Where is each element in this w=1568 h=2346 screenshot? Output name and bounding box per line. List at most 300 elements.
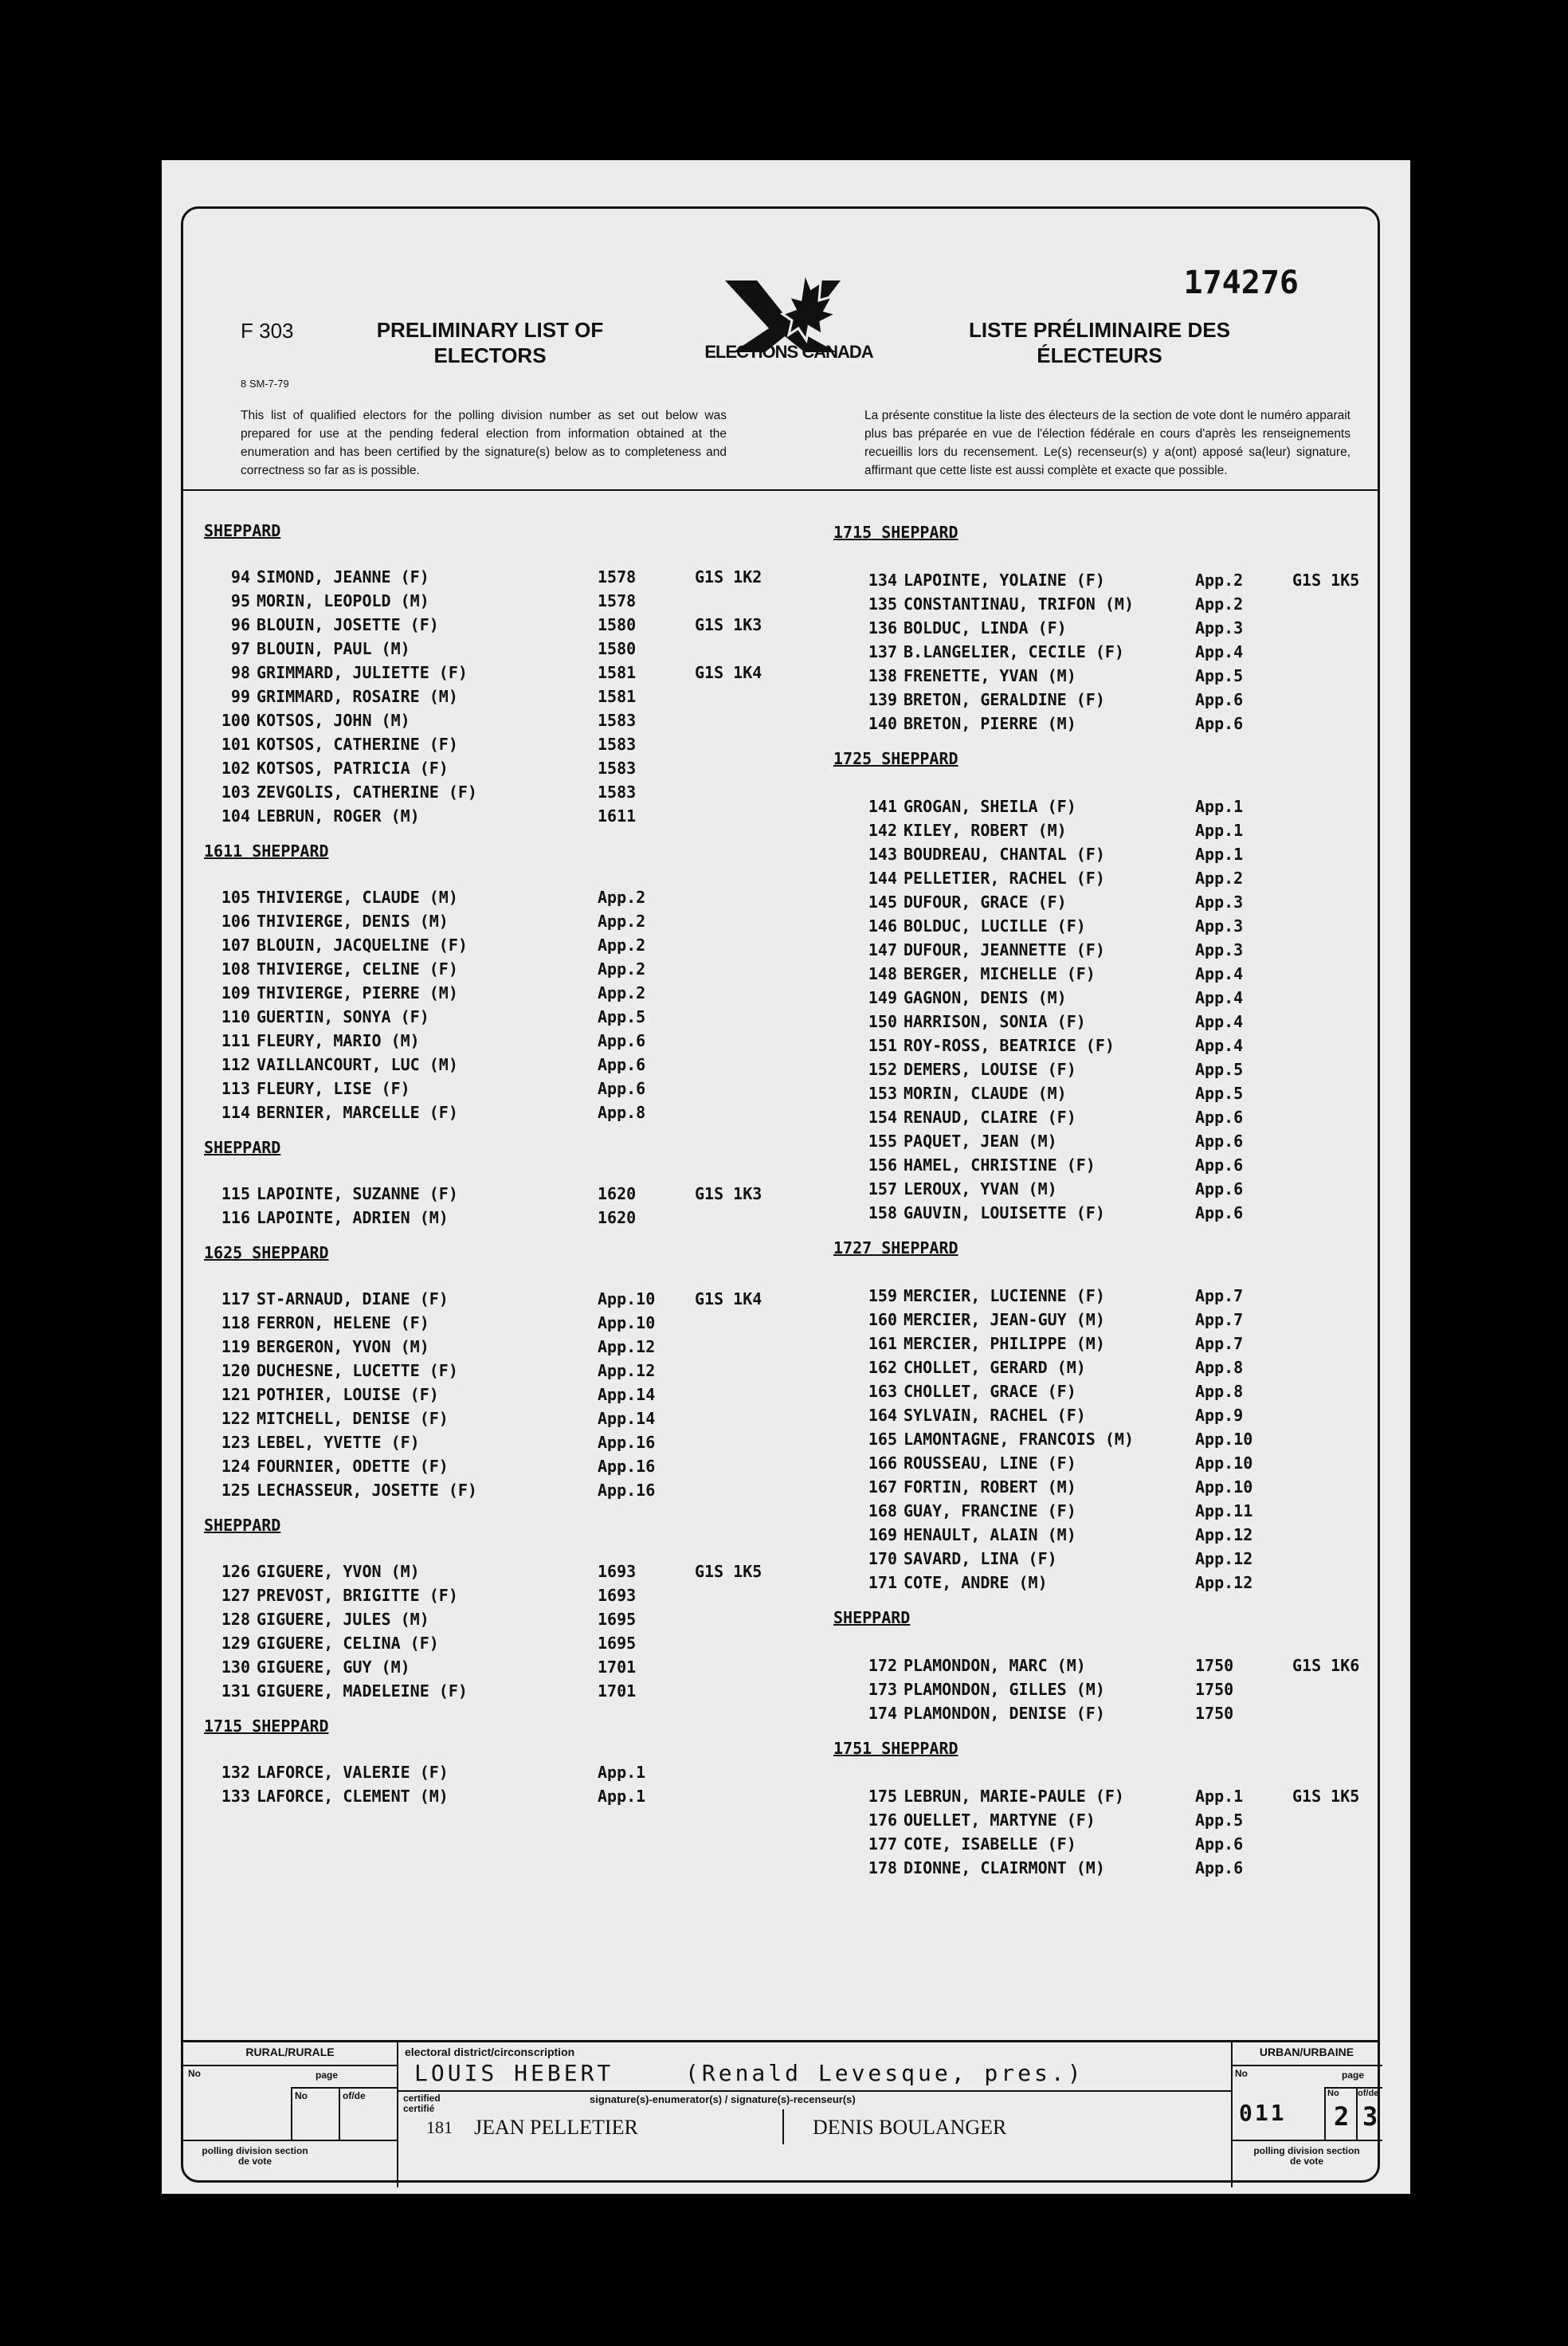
elector-address: App.6 bbox=[1195, 714, 1244, 733]
elector-number: 111 bbox=[221, 1031, 250, 1050]
urban-no-label: No bbox=[1235, 2068, 1248, 2079]
footer-section bbox=[183, 2040, 1378, 2187]
elector-number: 106 bbox=[221, 912, 250, 931]
elector-address: App.14 bbox=[598, 1409, 656, 1428]
elector-postal-code: G1S 1K3 bbox=[695, 615, 762, 634]
logo-text: ELECTIONS CANADA bbox=[704, 342, 873, 362]
rural-right-border bbox=[397, 2042, 398, 2187]
elector-name: BERNIER, MARCELLE (F) bbox=[257, 1103, 458, 1122]
elector-number: 97 bbox=[230, 639, 250, 658]
page-total: 3 bbox=[1362, 2101, 1378, 2132]
elector-name: LAPOINTE, SUZANNE (F) bbox=[257, 1184, 458, 1203]
rural-bottom-line bbox=[183, 2140, 397, 2141]
certified-label: certified certifié bbox=[403, 2093, 441, 2114]
elector-address: 1583 bbox=[598, 711, 637, 730]
form-code: F 303 bbox=[241, 319, 294, 343]
street-heading-text: 1625 SHEPPARD bbox=[204, 1243, 329, 1262]
elector-address: App.8 bbox=[1195, 1382, 1244, 1401]
elector-address: App.12 bbox=[1195, 1549, 1253, 1568]
elector-number: 146 bbox=[868, 916, 897, 936]
elector-number: 143 bbox=[868, 845, 897, 864]
elector-name: LAPOINTE, ADRIEN (M) bbox=[257, 1208, 449, 1227]
street-heading-text: SHEPPARD bbox=[204, 1138, 281, 1157]
district-divider bbox=[397, 2090, 1231, 2092]
form-code-sub: 8 SM-7-79 bbox=[241, 378, 289, 390]
elector-name: MORIN, LEOPOLD (M) bbox=[257, 591, 429, 610]
elector-name: COTE, ANDRE (M) bbox=[904, 1573, 1048, 1592]
elector-number: 131 bbox=[221, 1681, 250, 1701]
elector-address: App.16 bbox=[598, 1457, 656, 1476]
elector-name: MITCHELL, DENISE (F) bbox=[257, 1409, 449, 1428]
elector-number: 116 bbox=[221, 1208, 250, 1227]
elector-number: 124 bbox=[221, 1457, 250, 1476]
elector-name: PLAMONDON, GILLES (M) bbox=[904, 1680, 1105, 1699]
elector-number: 112 bbox=[221, 1055, 250, 1074]
elector-name: RENAUD, CLAIRE (F) bbox=[904, 1108, 1076, 1127]
elector-name: FLEURY, MARIO (M) bbox=[257, 1031, 420, 1050]
street-heading-text: 1611 SHEPPARD bbox=[204, 842, 329, 861]
elector-name: GIGUERE, GUY (M) bbox=[257, 1658, 410, 1677]
elector-address: 1701 bbox=[598, 1681, 637, 1701]
elector-number: 155 bbox=[868, 1132, 897, 1151]
elector-address: App.1 bbox=[1195, 797, 1244, 816]
elector-name: GROGAN, SHEILA (F) bbox=[904, 797, 1076, 816]
elector-address: 1611 bbox=[598, 806, 637, 826]
elector-name: DUFOUR, JEANNETTE (F) bbox=[904, 940, 1105, 959]
elector-number: 118 bbox=[221, 1313, 250, 1332]
elector-address: App.16 bbox=[598, 1481, 656, 1500]
elector-name: LAFORCE, VALERIE (F) bbox=[257, 1763, 449, 1782]
elections-canada-logo-icon bbox=[709, 265, 868, 392]
elector-number: 135 bbox=[868, 594, 897, 614]
elector-number: 130 bbox=[221, 1658, 250, 1677]
elector-address: App.6 bbox=[1195, 690, 1244, 709]
elector-address: App.6 bbox=[598, 1055, 646, 1074]
elector-name: LEBRUN, MARIE-PAULE (F) bbox=[904, 1787, 1124, 1806]
elector-name: THIVIERGE, CELINE (F) bbox=[257, 959, 458, 979]
elector-address: 1693 bbox=[598, 1562, 637, 1581]
elector-name: MERCIER, LUCIENNE (F) bbox=[904, 1286, 1105, 1305]
elector-address: 1581 bbox=[598, 687, 637, 706]
street-heading-text: SHEPPARD bbox=[833, 1608, 911, 1627]
elector-number: 101 bbox=[221, 735, 250, 754]
elector-name: LAFORCE, CLEMENT (M) bbox=[257, 1787, 449, 1806]
elector-address: App.11 bbox=[1195, 1501, 1253, 1520]
elector-address: 1695 bbox=[598, 1634, 637, 1653]
elector-address: 1620 bbox=[598, 1184, 637, 1203]
elector-address: App.5 bbox=[1195, 1060, 1244, 1079]
elector-number: 150 bbox=[868, 1012, 897, 1031]
elector-address: App.6 bbox=[1195, 1858, 1244, 1877]
elector-name: ST-ARNAUD, DIANE (F) bbox=[257, 1289, 449, 1308]
elector-address: App.2 bbox=[598, 912, 646, 931]
elector-number: 158 bbox=[868, 1203, 897, 1222]
elector-name: GUERTIN, SONYA (F) bbox=[257, 1007, 429, 1026]
urban-of-label: of/de bbox=[1358, 2089, 1379, 2098]
elector-postal-code: G1S 1K4 bbox=[695, 663, 762, 682]
elector-number: 168 bbox=[868, 1501, 897, 1520]
elector-name: DUFOUR, GRACE (F) bbox=[904, 892, 1067, 912]
rural-page-label: page bbox=[315, 2069, 338, 2081]
rural-label: RURAL/RURALE bbox=[245, 2046, 335, 2058]
elector-postal-code: G1S 1K5 bbox=[1292, 571, 1360, 590]
rural-divider bbox=[183, 2065, 397, 2066]
enumerator-2-signature: DENIS BOULANGER bbox=[813, 2116, 1007, 2139]
title-english: PRELIMINARY LIST OF ELECTORS bbox=[376, 318, 604, 367]
district-note: (Renald Levesque, pres.) bbox=[685, 2060, 1084, 2086]
elector-number: 94 bbox=[230, 567, 250, 586]
elector-postal-code: G1S 1K4 bbox=[695, 1289, 762, 1308]
elector-number: 129 bbox=[221, 1634, 250, 1653]
rural-split-line bbox=[291, 2087, 292, 2140]
elector-number: 141 bbox=[868, 797, 897, 816]
district-value: LOUIS HEBERT bbox=[414, 2060, 614, 2086]
elector-number: 119 bbox=[221, 1337, 250, 1356]
elector-name: GRIMMARD, JULIETTE (F) bbox=[257, 663, 468, 682]
elector-name: DIONNE, CLAIRMONT (M) bbox=[904, 1858, 1105, 1877]
elector-address: App.1 bbox=[1195, 845, 1244, 864]
elector-number: 102 bbox=[221, 759, 250, 778]
elector-address: App.9 bbox=[1195, 1406, 1244, 1425]
elector-name: HAMEL, CHRISTINE (F) bbox=[904, 1155, 1096, 1175]
elector-number: 161 bbox=[868, 1334, 897, 1353]
elector-number: 145 bbox=[868, 892, 897, 912]
elector-name: DEMERS, LOUISE (F) bbox=[904, 1060, 1076, 1079]
elector-name: SAVARD, LINA (F) bbox=[904, 1549, 1057, 1568]
elector-name: BOUDREAU, CHANTAL (F) bbox=[904, 845, 1105, 864]
elector-name: B.LANGELIER, CECILE (F) bbox=[904, 642, 1124, 661]
elector-name: KOTSOS, CATHERINE (F) bbox=[257, 735, 458, 754]
elector-name: GIGUERE, CELINA (F) bbox=[257, 1634, 439, 1653]
elector-postal-code: G1S 1K5 bbox=[695, 1562, 762, 1581]
elector-number: 167 bbox=[868, 1477, 897, 1497]
elector-name: POTHIER, LOUISE (F) bbox=[257, 1385, 439, 1404]
elector-address: 1750 bbox=[1195, 1680, 1234, 1699]
elector-number: 133 bbox=[221, 1787, 250, 1806]
elector-address: App.10 bbox=[1195, 1454, 1253, 1473]
elector-address: App.14 bbox=[598, 1385, 656, 1404]
elector-address: App.4 bbox=[1195, 642, 1244, 661]
elector-name: MERCIER, JEAN-GUY (M) bbox=[904, 1310, 1105, 1329]
elector-postal-code: G1S 1K6 bbox=[1292, 1656, 1360, 1675]
elector-address: App.4 bbox=[1195, 1012, 1244, 1031]
elector-address: App.12 bbox=[598, 1361, 656, 1380]
elector-address: 1580 bbox=[598, 615, 637, 634]
elector-name: PELLETIER, RACHEL (F) bbox=[904, 869, 1105, 888]
elector-address: App.10 bbox=[1195, 1430, 1253, 1449]
elector-name: LAPOINTE, YOLAINE (F) bbox=[904, 571, 1105, 590]
elector-name: PLAMONDON, DENISE (F) bbox=[904, 1704, 1105, 1723]
serial-number: 174276 bbox=[1183, 265, 1299, 301]
street-heading-text: 1725 SHEPPARD bbox=[833, 749, 958, 768]
district-label: electoral district/circonscription bbox=[405, 2046, 575, 2058]
elector-number: 152 bbox=[868, 1060, 897, 1079]
rural-page-no-label: No bbox=[295, 2090, 308, 2101]
elector-name: BOLDUC, LINDA (F) bbox=[904, 618, 1067, 638]
elector-number: 109 bbox=[221, 983, 250, 1002]
elector-number: 162 bbox=[868, 1358, 897, 1377]
elector-name: ZEVGOLIS, CATHERINE (F) bbox=[257, 783, 477, 802]
signature-label: signature(s)-enumerator(s) / signature(s)-recenseur(s) bbox=[590, 2093, 856, 2105]
elector-address: App.5 bbox=[1195, 1084, 1244, 1103]
signature-split-line bbox=[782, 2109, 784, 2144]
elector-address: 1578 bbox=[598, 591, 637, 610]
elector-number: 136 bbox=[868, 618, 897, 638]
elector-name: KILEY, ROBERT (M) bbox=[904, 821, 1067, 840]
elector-number: 132 bbox=[221, 1763, 250, 1782]
elector-address: 1578 bbox=[598, 567, 637, 586]
elector-address: App.12 bbox=[1195, 1573, 1253, 1592]
elector-number: 95 bbox=[230, 591, 250, 610]
elector-name: LECHASSEUR, JOSETTE (F) bbox=[257, 1481, 477, 1500]
urban-page-label: page bbox=[1341, 2069, 1364, 2081]
elector-name: KOTSOS, JOHN (M) bbox=[257, 711, 410, 730]
urban-label: URBAN/URBAINE bbox=[1259, 2046, 1354, 2058]
elector-address: App.7 bbox=[1195, 1334, 1244, 1353]
rural-of-label: of/de bbox=[343, 2090, 366, 2101]
street-heading-text: SHEPPARD bbox=[204, 521, 281, 540]
title-french: LISTE PRÉLIMINAIRE DES ÉLECTEURS bbox=[969, 318, 1230, 367]
urban-divider bbox=[1231, 2065, 1382, 2066]
elector-name: HARRISON, SONIA (F) bbox=[904, 1012, 1086, 1031]
elector-name: THIVIERGE, PIERRE (M) bbox=[257, 983, 458, 1002]
elector-name: FERRON, HELENE (F) bbox=[257, 1313, 429, 1332]
elector-address: 1695 bbox=[598, 1610, 637, 1629]
elector-name: KOTSOS, PATRICIA (F) bbox=[257, 759, 449, 778]
elector-number: 151 bbox=[868, 1036, 897, 1055]
enumerator-1-signature: JEAN PELLETIER bbox=[474, 2116, 638, 2139]
elector-name: ROUSSEAU, LINE (F) bbox=[904, 1454, 1076, 1473]
elector-name: MERCIER, PHILIPPE (M) bbox=[904, 1334, 1105, 1353]
elector-address: App.5 bbox=[1195, 1810, 1244, 1830]
elector-number: 127 bbox=[221, 1586, 250, 1605]
elector-number: 164 bbox=[868, 1406, 897, 1425]
elector-address: App.7 bbox=[1195, 1286, 1244, 1305]
elector-number: 120 bbox=[221, 1361, 250, 1380]
elector-name: THIVIERGE, DENIS (M) bbox=[257, 912, 449, 931]
elector-number: 142 bbox=[868, 821, 897, 840]
elector-number: 148 bbox=[868, 964, 897, 983]
elector-name: ROY-ROSS, BEATRICE (F) bbox=[904, 1036, 1115, 1055]
elector-name: VAILLANCOURT, LUC (M) bbox=[257, 1055, 458, 1074]
elector-name: BLOUIN, JOSETTE (F) bbox=[257, 615, 439, 634]
elector-number: 125 bbox=[221, 1481, 250, 1500]
elector-number: 104 bbox=[221, 806, 250, 826]
elector-address: App.10 bbox=[598, 1289, 656, 1308]
elector-name: GAGNON, DENIS (M) bbox=[904, 988, 1067, 1007]
elector-name: PAQUET, JEAN (M) bbox=[904, 1132, 1057, 1151]
elector-name: FRENETTE, YVAN (M) bbox=[904, 666, 1076, 685]
elector-address: App.4 bbox=[1195, 964, 1244, 983]
elector-name: BRETON, PIERRE (M) bbox=[904, 714, 1076, 733]
elector-name: GIGUERE, JULES (M) bbox=[257, 1610, 429, 1629]
elector-address: App.6 bbox=[1195, 1179, 1244, 1198]
rural-page-split-line bbox=[339, 2087, 340, 2140]
elector-address: 1701 bbox=[598, 1658, 637, 1677]
elector-number: 144 bbox=[868, 869, 897, 888]
elector-name: GIGUERE, YVON (M) bbox=[257, 1562, 420, 1581]
elector-number: 174 bbox=[868, 1704, 897, 1723]
elector-address: 1583 bbox=[598, 759, 637, 778]
elector-number: 100 bbox=[221, 711, 250, 730]
elector-number: 166 bbox=[868, 1454, 897, 1473]
elector-address: App.12 bbox=[598, 1337, 656, 1356]
elector-address: App.12 bbox=[1195, 1525, 1253, 1544]
elector-number: 117 bbox=[221, 1289, 250, 1308]
elector-number: 105 bbox=[221, 888, 250, 907]
urban-split-line bbox=[1324, 2087, 1326, 2140]
elector-name: SYLVAIN, RACHEL (F) bbox=[904, 1406, 1086, 1425]
elector-number: 140 bbox=[868, 714, 897, 733]
elector-number: 115 bbox=[221, 1184, 250, 1203]
elector-name: THIVIERGE, CLAUDE (M) bbox=[257, 888, 458, 907]
elector-number: 159 bbox=[868, 1286, 897, 1305]
elector-number: 154 bbox=[868, 1108, 897, 1127]
elector-address: App.1 bbox=[598, 1763, 646, 1782]
elector-address: App.2 bbox=[1195, 594, 1244, 614]
elector-name: BERGER, MICHELLE (F) bbox=[904, 964, 1096, 983]
elector-number: 175 bbox=[868, 1787, 897, 1806]
elector-number: 103 bbox=[221, 783, 250, 802]
elector-number: 122 bbox=[221, 1409, 250, 1428]
elector-name: MORIN, CLAUDE (M) bbox=[904, 1084, 1067, 1103]
elector-name: FORTIN, ROBERT (M) bbox=[904, 1477, 1076, 1497]
elector-address: 1580 bbox=[598, 639, 637, 658]
elector-number: 114 bbox=[221, 1103, 250, 1122]
elector-name: GRIMMARD, ROSAIRE (M) bbox=[257, 687, 458, 706]
elector-address: App.2 bbox=[598, 959, 646, 979]
elector-number: 176 bbox=[868, 1810, 897, 1830]
elector-number: 137 bbox=[868, 642, 897, 661]
elector-number: 134 bbox=[868, 571, 897, 590]
elector-name: BERGERON, YVON (M) bbox=[257, 1337, 429, 1356]
elector-address: App.2 bbox=[598, 888, 646, 907]
elector-name: BLOUIN, JACQUELINE (F) bbox=[257, 936, 468, 955]
header-divider bbox=[183, 489, 1378, 491]
elector-number: 178 bbox=[868, 1858, 897, 1877]
elector-name: LEBEL, YVETTE (F) bbox=[257, 1433, 420, 1452]
street-heading-text: 1715 SHEPPARD bbox=[833, 523, 958, 542]
elector-address: App.6 bbox=[1195, 1834, 1244, 1854]
street-heading-text: 1727 SHEPPARD bbox=[833, 1238, 958, 1257]
elector-name: PREVOST, BRIGITTE (F) bbox=[257, 1586, 458, 1605]
elector-name: LAMONTAGNE, FRANCOIS (M) bbox=[904, 1430, 1134, 1449]
elector-postal-code: G1S 1K5 bbox=[1292, 1787, 1360, 1806]
elector-number: 149 bbox=[868, 988, 897, 1007]
elector-address: App.1 bbox=[598, 1787, 646, 1806]
elector-address: 1581 bbox=[598, 663, 637, 682]
street-heading-text: SHEPPARD bbox=[204, 1516, 281, 1535]
intro-english: This list of qualified electors for the polling division number as set out below was prepared for use at the pending federal election from information obtained at the enumeration and has been certified by the signature(s) below as to completeness and correctness so far as is possible. bbox=[241, 409, 727, 477]
elector-name: LEROUX, YVAN (M) bbox=[904, 1179, 1057, 1198]
elector-number: 110 bbox=[221, 1007, 250, 1026]
elector-number: 156 bbox=[868, 1155, 897, 1175]
elector-name: COTE, ISABELLE (F) bbox=[904, 1834, 1076, 1854]
elector-number: 147 bbox=[868, 940, 897, 959]
elector-number: 170 bbox=[868, 1549, 897, 1568]
elector-name: FLEURY, LISE (F) bbox=[257, 1079, 410, 1098]
elector-address: App.10 bbox=[598, 1313, 656, 1332]
elector-address: App.5 bbox=[598, 1007, 646, 1026]
certified-number: 181 bbox=[426, 2117, 453, 2137]
elector-name: CONSTANTINAU, TRIFON (M) bbox=[904, 594, 1134, 614]
elector-name: BOLDUC, LUCILLE (F) bbox=[904, 916, 1086, 936]
elector-number: 108 bbox=[221, 959, 250, 979]
document-sheet bbox=[162, 160, 1410, 2194]
elector-number: 99 bbox=[230, 687, 250, 706]
form-frame bbox=[181, 206, 1380, 2183]
elector-name: GUAY, FRANCINE (F) bbox=[904, 1501, 1076, 1520]
elector-address: 1693 bbox=[598, 1586, 637, 1605]
elector-name: PLAMONDON, MARC (M) bbox=[904, 1656, 1086, 1675]
elector-address: 1620 bbox=[598, 1208, 637, 1227]
elector-postal-code: G1S 1K2 bbox=[695, 567, 762, 586]
elector-number: 126 bbox=[221, 1562, 250, 1581]
rural-no-label: No bbox=[188, 2068, 201, 2079]
elector-address: 1583 bbox=[598, 735, 637, 754]
polling-division-number: 011 bbox=[1239, 2100, 1287, 2126]
elector-address: 1583 bbox=[598, 783, 637, 802]
elector-name: SIMOND, JEANNE (F) bbox=[257, 567, 429, 586]
elector-name: FOURNIER, ODETTE (F) bbox=[257, 1457, 449, 1476]
elector-address: App.16 bbox=[598, 1433, 656, 1452]
urban-page-no-label: No bbox=[1327, 2089, 1339, 2098]
page-number: 2 bbox=[1334, 2101, 1350, 2132]
elector-name: CHOLLET, GERARD (M) bbox=[904, 1358, 1086, 1377]
elector-address: App.4 bbox=[1195, 1036, 1244, 1055]
street-heading-text: 1715 SHEPPARD bbox=[204, 1716, 329, 1736]
urban-polling-label: polling division section de vote bbox=[1253, 2145, 1360, 2167]
elector-address: App.2 bbox=[1195, 869, 1244, 888]
elector-address: App.7 bbox=[1195, 1310, 1244, 1329]
elector-number: 107 bbox=[221, 936, 250, 955]
elector-name: GAUVIN, LOUISETTE (F) bbox=[904, 1203, 1105, 1222]
elector-address: App.8 bbox=[1195, 1358, 1244, 1377]
elector-number: 160 bbox=[868, 1310, 897, 1329]
elector-address: 1750 bbox=[1195, 1704, 1234, 1723]
elector-address: App.3 bbox=[1195, 916, 1244, 936]
elector-postal-code: G1S 1K3 bbox=[695, 1184, 762, 1203]
elector-number: 177 bbox=[868, 1834, 897, 1854]
elector-address: App.3 bbox=[1195, 618, 1244, 638]
elector-number: 172 bbox=[868, 1656, 897, 1675]
rural-polling-label: polling division section de vote bbox=[202, 2145, 308, 2167]
elector-address: App.3 bbox=[1195, 892, 1244, 912]
elector-name: GIGUERE, MADELEINE (F) bbox=[257, 1681, 468, 1701]
elector-name: BLOUIN, PAUL (M) bbox=[257, 639, 410, 658]
elector-address: App.2 bbox=[598, 983, 646, 1002]
elector-name: DUCHESNE, LUCETTE (F) bbox=[257, 1361, 458, 1380]
elector-address: App.3 bbox=[1195, 940, 1244, 959]
elector-address: App.10 bbox=[1195, 1477, 1253, 1497]
elector-name: LEBRUN, ROGER (M) bbox=[257, 806, 420, 826]
elector-number: 98 bbox=[230, 663, 250, 682]
elector-number: 128 bbox=[221, 1610, 250, 1629]
intro-french: La présente constitue la liste des électeurs de la section de vote dont le numéro apparait plus bas préparée en vue de l'élection fédérale en cours d'après les renseignements recueillis lors du recensement. Le(s) recenseur(s) y a(ont) apposé sa(leur) signature, affirmant que cette liste est aussi complète et exacte que possible. bbox=[864, 409, 1350, 477]
elector-address: App.6 bbox=[598, 1031, 646, 1050]
elector-name: CHOLLET, GRACE (F) bbox=[904, 1382, 1076, 1401]
elector-number: 173 bbox=[868, 1680, 897, 1699]
elector-number: 96 bbox=[230, 615, 250, 634]
elector-address: App.1 bbox=[1195, 821, 1244, 840]
urban-bottom-line bbox=[1231, 2140, 1382, 2141]
elector-address: App.6 bbox=[1195, 1155, 1244, 1175]
elector-address: App.5 bbox=[1195, 666, 1244, 685]
elector-name: OUELLET, MARTYNE (F) bbox=[904, 1810, 1096, 1830]
elector-address: 1750 bbox=[1195, 1656, 1234, 1675]
elector-address: App.6 bbox=[1195, 1203, 1244, 1222]
elector-address: App.6 bbox=[598, 1079, 646, 1098]
